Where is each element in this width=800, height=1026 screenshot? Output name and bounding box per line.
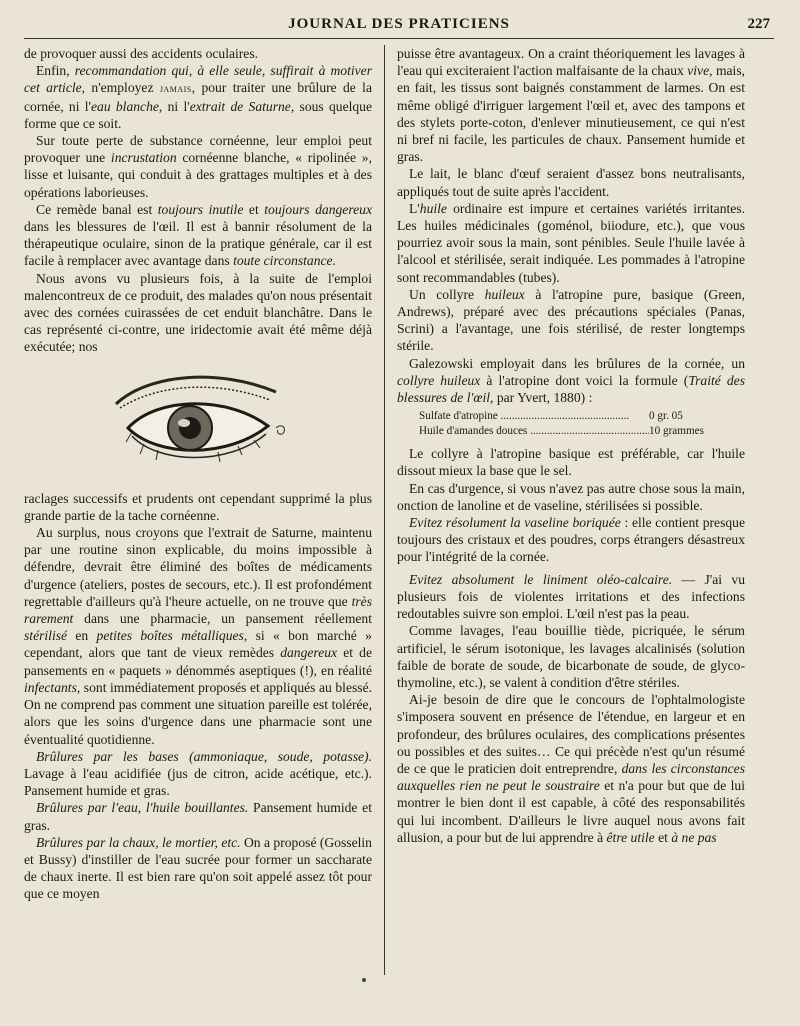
paragraph: puisse être avantageux. On a craint théoriquement les lavages à l'eau qui exciteraient l'action malfaisante de la chaux vive, mais, en fait, les tissus sont baignés constamment de larmes. On est même obligé d'irriguer largement l'œil et, avec des tampons et des stylets porte-coton, d'enlever minutieusement, ce qui n'est ni bref ni facile, les particules de chaux. Pansement humide et gras. [397, 46, 746, 165]
paragraph: Un collyre huileux à l'atropine pure, basique (Green, Andrews), préparé avec des précautions spéciales (Panas, Scrini) a l'avantage, une fois stérilisé, de rester longtemps stérile. [397, 286, 745, 354]
paragraph: de provoquer aussi des accidents oculaires. [24, 46, 259, 61]
paragraph: Comme lavages, l'eau bouillie tiède, picriquée, le sérum artificiel, le sérum isotonique, les lavages alcalinisés (solution faible de borate de soude, de bicarbonate de soude, de glyco-thymoline, etc.), se valent à condition d'être stériles. [397, 623, 745, 690]
paragraph: Nous avons vu plusieurs fois, à la suite de l'emploi malencontreux de ce produit, des malades qu'on nous présentait avec des cornées cuirassées de cet enduit blanchâtre. Dans le cas représenté ci-contre, une iridectomie avait été même déjà exécutée; nos [24, 270, 372, 355]
paragraph: Le lait, le blanc d'œuf seraient d'assez bons neutralisants, appliqués tout de suite après l'accident. [397, 166, 745, 199]
paragraph: Sur toute perte de substance cornéenne, leur emploi peut provoquer une incrustation cornéenne blanche, « ripolinée », lisse et luisante, qui conduit à des grattages multiples et à des opérations laborieuses. [24, 133, 372, 200]
paragraph: Evitez absolument le liniment oléo-calcaire. — J'ai vu plusieurs fois de violentes irritations et des infections redoutables suivre son emploi. L'œil n'est pas la peau. [397, 571, 745, 622]
paragraph: Le collyre à l'atropine basique est préférable, car l'huile dissout mieux la base que le sel. [397, 446, 745, 479]
paragraph: En cas d'urgence, si vous n'avez pas autre chose sous la main, onction de lanoline et de vaseline, stérilisées si possible. [397, 480, 745, 513]
paragraph: Enfin, recommandation qui, à elle seule, suffirait à motiver cet article, n'employez jamais, pour traiter une brûlure de la cornée, ni l'eau blanche, ni l'extrait de Saturne, sous quelque forme que ce soit. [24, 63, 373, 131]
paragraph: Ai-je besoin de dire que le concours de l'ophtalmologiste s'imposera souvent en présence de l'étendue, en largeur et en profondeur, des brûlures oculaires, des complications présentes ou possibles et des suites… Ce qui précède n'est qu'un résumé de ce que le praticien doit entreprendre, dans les circonstances auxquelles rien ne peut le soustraire et n'a pour but que de lui montrer le bien dont il est capable, à côté des responsabilités qui lui incombent. D'ailleurs le livre auquel nous avons fait allusion, a pour but de lui apprendre à être utile et à ne pas [397, 692, 746, 845]
right-column [397, 45, 745, 975]
paragraph: raclages successifs et prudents ont cependant supprimé la plus grande partie de la tache cornéenne. [24, 490, 372, 523]
page-number: 227 [747, 16, 770, 32]
formula-row [419, 424, 745, 439]
paragraph: Evitez résolument la vaseline boriquée : elle contient presque toujours des cristaux et des poudres, corps étrangers désastreux pour l'intégrité de la cornée. [397, 515, 745, 565]
paragraph: Brûlures par les bases (ammoniaque, soude, potasse). Lavage à l'eau acidifiée (jus de citron, acide acétique, etc.). Pansement humide et gras. [24, 748, 372, 799]
left-column [24, 45, 372, 975]
formula-quantity: 0 gr. 05 [649, 410, 683, 423]
page-mark [362, 978, 366, 982]
formula-quantity: 10 grammes [649, 425, 704, 438]
paragraph: Brûlures par l'eau, l'huile bouillantes. Pansement humide et gras. [24, 800, 372, 833]
paragraph: Au surplus, nous croyons que l'extrait de Saturne, maintenu par une routine sinon explicable, du moins impossible à défendre, devrait être éliminé des boîtes de médicaments d'urgence (ateliers, postes de secours, etc.). Il est profondément regrettable d'ailleurs qu'à l'heure actuelle, on ne trouve que très rarement dans une pharmacie, un pansement réellement stérilisé en petites boîtes métalliques, si « bon marché » cependant, alors que tant de vieux remèdes dangereux et de pansements en « paquets » dénommés aseptiques (!), en réalité infectants, sont immédiatement proposés et appliqués au blessé. On ne comprend pas comment une situation pareille est tolérée, alors que les soins d'urgence dans une pharmacie sont une éventualité quotidienne. [24, 525, 372, 747]
paragraph: Galezowski employait dans les brûlures de la cornée, un collyre huileux à l'atropine dont voici la formule (Traité des blessures de l'œil, par Yvert, 1880) : [397, 355, 745, 406]
running-header [24, 14, 774, 39]
eye-drawing-icon [98, 366, 298, 484]
paragraph: Brûlures par la chaux, le mortier, etc. On a proposé (Gosselin et Bussy) d'instiller de l'eau sucrée pour former un saccharate de chaux inerte. Il est bien rare qu'on soit appelé assez tôt pour que ce moyen [24, 834, 372, 902]
column-divider [384, 45, 385, 975]
journal-title: JOURNAL DES PRATICIENS [288, 16, 510, 32]
eye-illustration [24, 364, 372, 486]
atropine-formula [419, 409, 745, 439]
formula-row [419, 409, 745, 424]
two-column-body [24, 45, 774, 975]
formula-ingredient: Huile d'amandes douces ..... [419, 424, 649, 439]
paragraph: L'huile ordinaire est impure et certaines variétés irritantes. Les huiles médicinales (goménol, biiodure, etc.), que vous pourriez avoir sous la main, sont pénibles. Seule l'huile lavée à l'alcool et stérilisée, serait indiquée. Les pommades à l'atropine sont recommandables (tubes). [397, 200, 745, 285]
paragraph: Ce remède banal est toujours inutile et toujours dangereux dans les blessures de l'œil. Il est à bannir résolument de la thérapeutique oculaire, sinon de la pratique générale, car il est facile à remplacer avec avantage dans toute circonstance. [24, 201, 372, 269]
formula-ingredient: Sulfate d'atropine ..... [419, 409, 649, 424]
